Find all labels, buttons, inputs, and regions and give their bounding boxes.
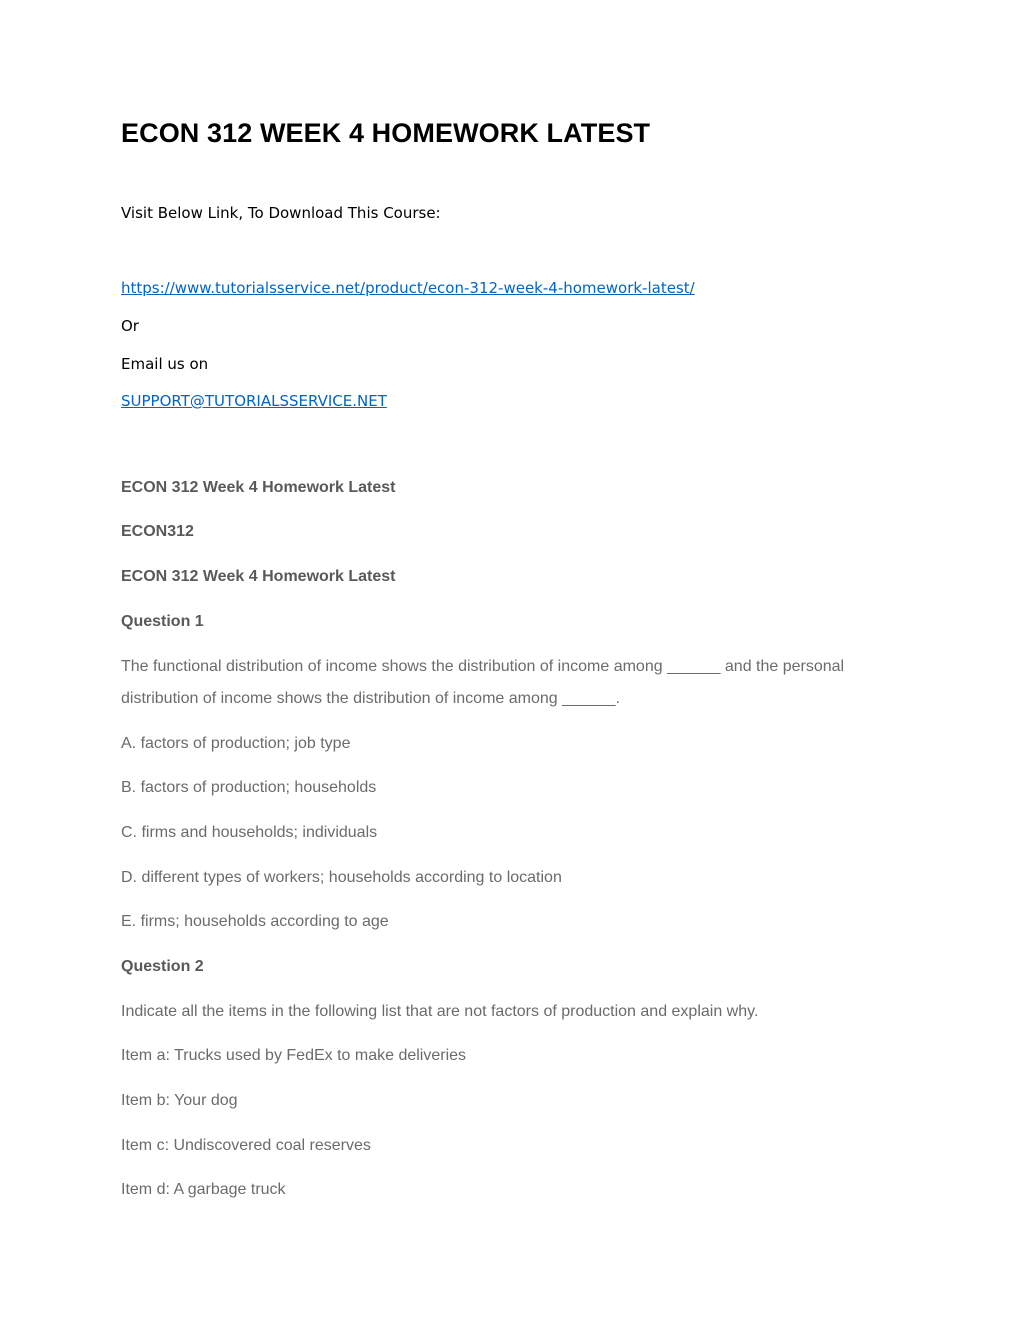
support-email-link[interactable]: SUPPORT@TUTORIALSSERVICE.NET: [121, 392, 387, 410]
question-2-text: Indicate all the items in the following list that are not factors of production and explain why.: [121, 1003, 759, 1020]
section-subheading: ECON 312 Week 4 Homework Latest: [121, 568, 396, 585]
question-2-label: Question 2: [121, 958, 204, 975]
question-1-text-line-2: distribution of income shows the distribution of income among ______.: [121, 690, 620, 707]
question-2-item-b: Item b: Your dog: [121, 1092, 238, 1109]
course-link[interactable]: https://www.tutorialsservice.net/product/econ-312-week-4-homework-latest/: [121, 279, 695, 297]
question-1-option-c: C. firms and households; individuals: [121, 824, 378, 841]
course-code: ECON312: [121, 523, 194, 540]
question-2-item-d: Item d: A garbage truck: [121, 1181, 286, 1198]
intro-text: Visit Below Link, To Download This Course:: [121, 204, 441, 222]
email-label: Email us on: [121, 355, 209, 373]
question-1-text-line-1: The functional distribution of income shows the distribution of income among ______ and the personal: [121, 658, 845, 675]
or-text: Or: [121, 317, 139, 335]
question-1-option-e: E. firms; households according to age: [121, 913, 389, 930]
question-1-label: Question 1: [121, 613, 204, 630]
document-title: ECON 312 WEEK 4 HOMEWORK LATEST: [121, 118, 651, 148]
section-heading: ECON 312 Week 4 Homework Latest: [121, 479, 396, 496]
question-2-item-c: Item c: Undiscovered coal reserves: [121, 1137, 371, 1154]
question-1-option-b: B. factors of production; households: [121, 779, 377, 796]
question-2-item-a: Item a: Trucks used by FedEx to make deliveries: [121, 1047, 467, 1064]
question-1-option-a: A. factors of production; job type: [121, 735, 351, 752]
question-1-option-d: D. different types of workers; households according to location: [121, 869, 562, 886]
